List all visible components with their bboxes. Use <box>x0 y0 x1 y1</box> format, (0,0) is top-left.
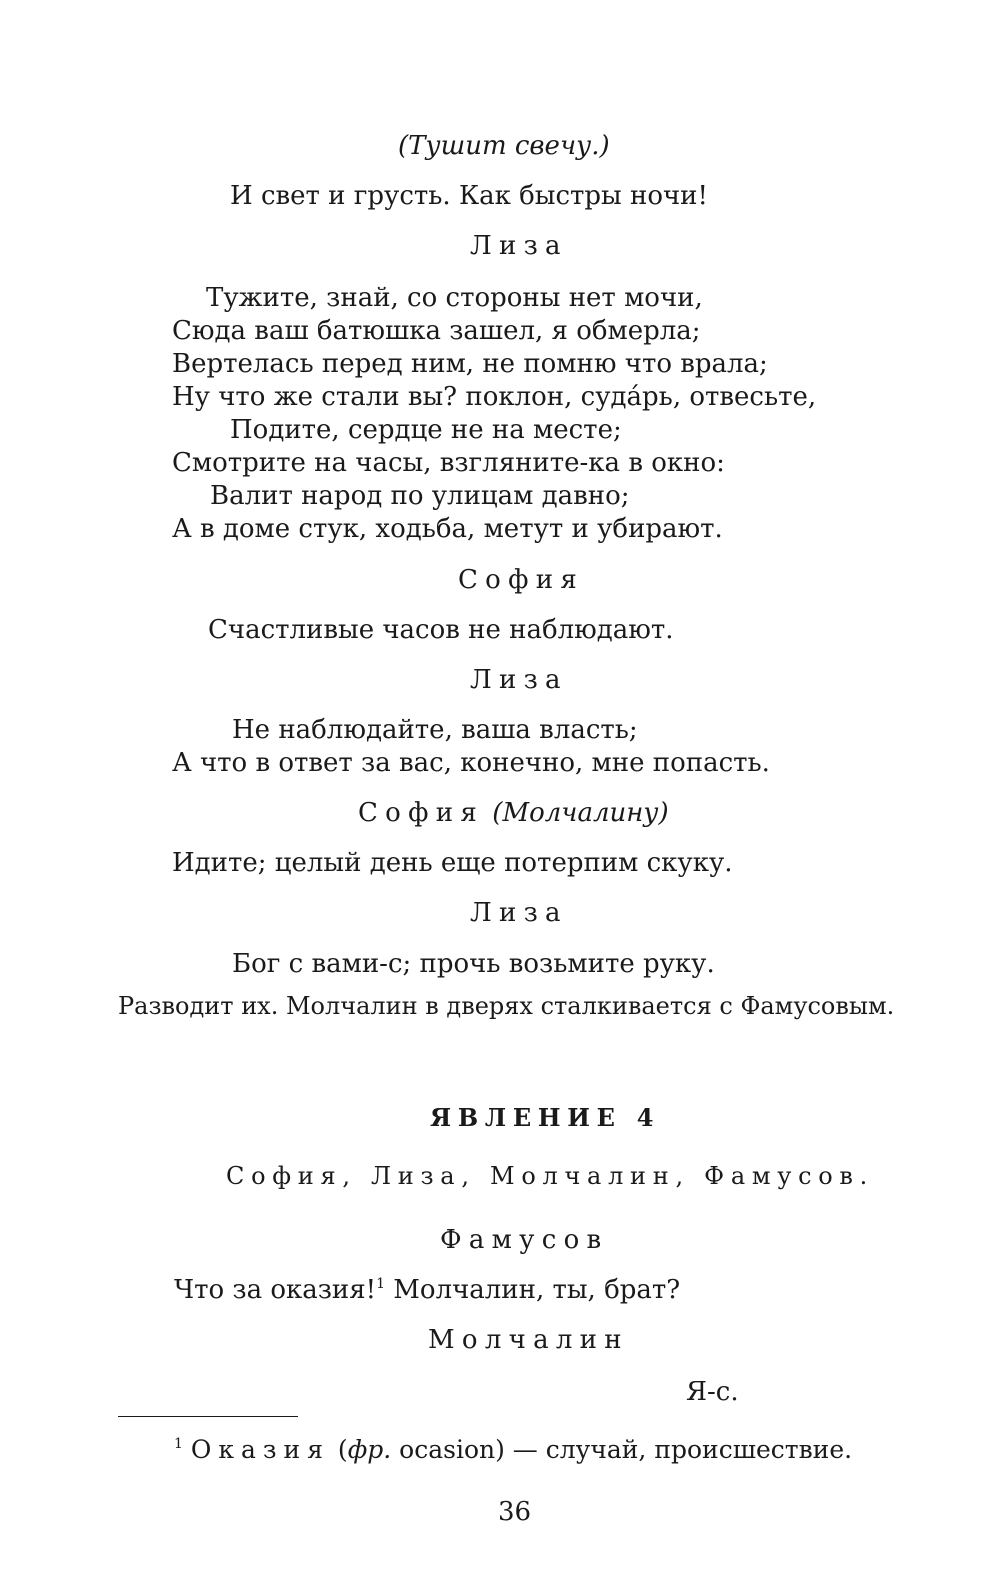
footnote-rule <box>118 1416 298 1417</box>
verse-line: Смотрите на часы, взгляните-ка в окно: <box>172 448 725 478</box>
page-number: 36 <box>498 1497 532 1527</box>
footnote-term: Оказия <box>190 1435 330 1464</box>
speaker-liza: Лиза <box>470 231 568 261</box>
verse-line: Валит народ по улицам давно; <box>210 481 630 511</box>
verse-line: Не наблюдайте, ваша власть; <box>232 715 638 745</box>
speaker-famusov: Фамусов <box>440 1225 609 1255</box>
famusov-line-text: Что за оказия! <box>174 1275 377 1305</box>
famusov-line-text: Молчалин, ты, брат? <box>385 1275 681 1305</box>
verse-line: Подите, сердце не на месте; <box>230 415 622 445</box>
sofia-line: Идите; целый день еще потерпим скуку. <box>172 848 733 878</box>
stage-direction: (Молчалину) <box>492 798 669 828</box>
verse-line: Вертелась перед ним, не помню что врала; <box>172 349 768 379</box>
sofia-line: И свет и грусть. Как быстры ночи! <box>230 181 708 211</box>
sofia-line: Счастливые часов не наблюдают. <box>208 615 674 645</box>
verse-line: Бог с вами-с; прочь возьмите руку. <box>232 949 715 979</box>
speaker-molchalin: Молчалин <box>428 1325 629 1355</box>
stage-direction: Разводит их. Молчалин в дверях сталкивается с Фамусовым. <box>118 992 895 1020</box>
footnote-marker: 1 <box>174 1436 183 1452</box>
scene-heading: ЯВЛЕНИЕ 4 <box>430 1103 661 1132</box>
verse-line: А в доме стук, ходьба, метут и убирают. <box>172 514 723 544</box>
molchalin-line: Я-с. <box>686 1377 739 1407</box>
speaker-liza: Лиза <box>470 665 568 695</box>
speaker-sofia: София <box>358 798 485 828</box>
footnote-text: (фр. ocasion) — случай, происшествие. <box>329 1435 853 1464</box>
scene-characters: София, Лиза, Молчалин, Фамусов. <box>226 1162 874 1190</box>
famusov-line <box>174 1274 680 1310</box>
speaker-liza: Лиза <box>470 898 568 928</box>
stage-direction: (Тушит свечу.) <box>398 131 610 161</box>
verse-line: Сюда ваш батюшка зашел, я обмерла; <box>172 316 701 346</box>
speaker-sofia: София <box>458 565 585 595</box>
footnote-ref: 1 <box>376 1276 386 1292</box>
verse-line: Тужите, знай, со стороны нет мочи, <box>206 283 703 313</box>
verse-line: Ну что же стали вы? поклон, суда́рь, отвесьте, <box>172 382 817 412</box>
footnote <box>174 1434 852 1470</box>
verse-line: А что в ответ за вас, конечно, мне попасть. <box>172 748 770 778</box>
speaker-sofia-with-direction <box>358 797 669 829</box>
